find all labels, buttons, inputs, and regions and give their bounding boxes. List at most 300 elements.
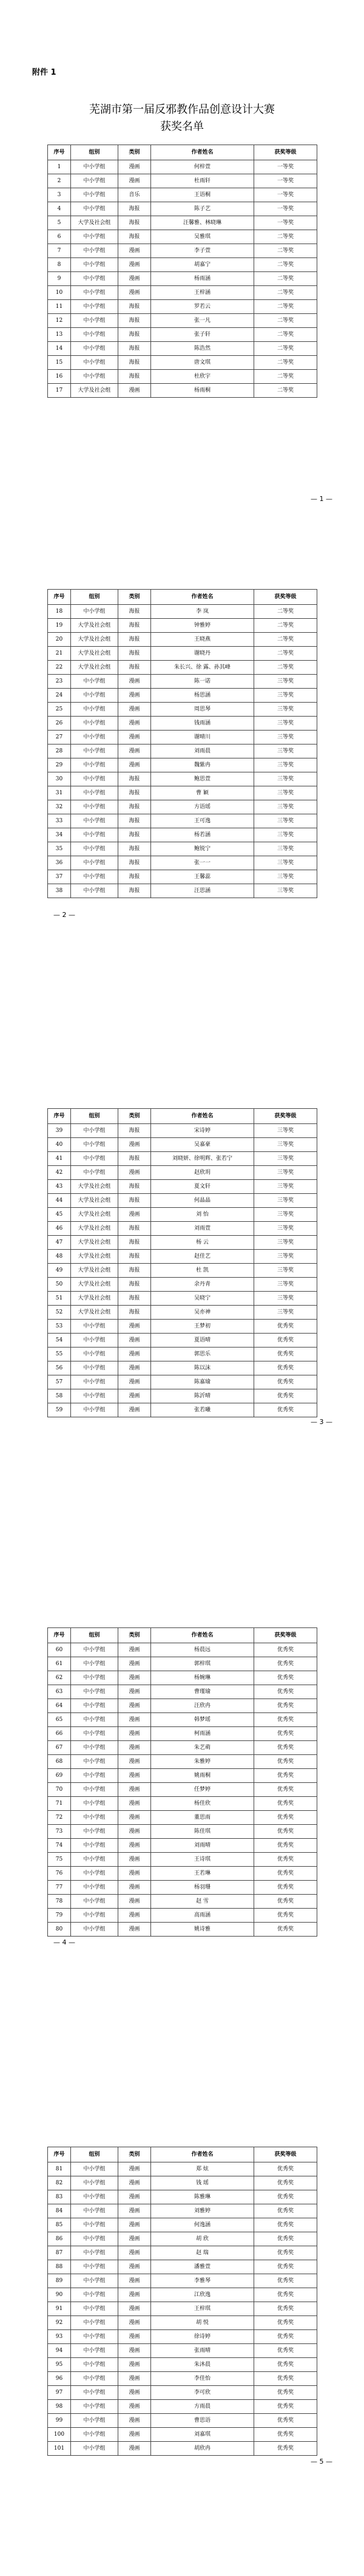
cell-no: 101	[48, 2442, 71, 2456]
cell-group: 中小学组	[71, 828, 118, 842]
cell-category: 漫画	[118, 675, 151, 689]
cell-author: 夏语晴	[151, 1334, 254, 1348]
cell-author: 刘 怡	[151, 1208, 254, 1222]
cell-award: 三等奖	[254, 1306, 317, 1320]
cell-no: 24	[48, 689, 71, 703]
cell-group: 中小学组	[71, 272, 118, 286]
cell-award: 三等奖	[254, 842, 317, 856]
cell-award: 优秀奖	[254, 1741, 317, 1755]
cell-group: 大学及社会组	[71, 1236, 118, 1250]
cell-group: 中小学组	[71, 758, 118, 772]
cell-category: 漫画	[118, 2190, 151, 2204]
cell-author: 李雅琴	[151, 2274, 254, 2288]
cell-award: 优秀奖	[254, 1755, 317, 1769]
cell-category: 漫画	[118, 2358, 151, 2372]
cell-group: 中小学组	[71, 1797, 118, 1811]
cell-award: 优秀奖	[254, 1320, 317, 1334]
cell-category: 漫画	[118, 2428, 151, 2442]
table-row	[48, 1236, 317, 1250]
cell-award: 三等奖	[254, 772, 317, 786]
cell-no: 39	[48, 1124, 71, 1138]
table-row	[48, 188, 317, 202]
cell-group: 大学及社会组	[71, 1222, 118, 1236]
cell-no: 84	[48, 2204, 71, 2218]
cell-category: 漫画	[118, 731, 151, 745]
cell-category: 海报	[118, 786, 151, 800]
cell-author: 张子轩	[151, 328, 254, 342]
cell-group: 中小学组	[71, 244, 118, 258]
cell-author: 柯雨涵	[151, 1727, 254, 1741]
cell-author: 李 岚	[151, 605, 254, 619]
cell-category: 漫画	[118, 2274, 151, 2288]
cell-no: 52	[48, 1306, 71, 1320]
cell-no: 53	[48, 1320, 71, 1334]
cell-no: 51	[48, 1292, 71, 1306]
cell-award: 优秀奖	[254, 1643, 317, 1657]
cell-category: 漫画	[118, 717, 151, 731]
cell-author: 张一凡	[151, 314, 254, 328]
cell-no: 95	[48, 2358, 71, 2372]
table-row	[48, 1361, 317, 1375]
table-row	[48, 1194, 317, 1208]
table-row	[48, 1292, 317, 1306]
cell-category: 漫画	[118, 1825, 151, 1839]
cell-group: 中小学组	[71, 675, 118, 689]
cell-no: 7	[48, 244, 71, 258]
column-header-author: 作者姓名	[151, 145, 254, 160]
cell-author: 胡 悦	[151, 2316, 254, 2330]
column-header-no: 序号	[48, 145, 71, 160]
cell-category: 漫画	[118, 2204, 151, 2218]
cell-no: 32	[48, 800, 71, 814]
cell-author: 刘晓妍、徐明辉、张若宁	[151, 1152, 254, 1166]
cell-no: 47	[48, 1236, 71, 1250]
cell-award: 优秀奖	[254, 2274, 317, 2288]
cell-award: 三等奖	[254, 689, 317, 703]
table-row	[48, 1334, 317, 1348]
cell-no: 14	[48, 342, 71, 356]
table-row	[48, 272, 317, 286]
cell-category: 海报	[118, 772, 151, 786]
cell-award: 优秀奖	[254, 1403, 317, 1417]
cell-category: 海报	[118, 202, 151, 216]
cell-award: 优秀奖	[254, 1769, 317, 1783]
cell-award: 优秀奖	[254, 2316, 317, 2330]
cell-award: 三等奖	[254, 703, 317, 717]
cell-award: 一等奖	[254, 160, 317, 174]
cell-award: 三等奖	[254, 1180, 317, 1194]
cell-no: 93	[48, 2330, 71, 2344]
table-row	[48, 370, 317, 384]
cell-group: 大学及社会组	[71, 1208, 118, 1222]
cell-category: 漫画	[118, 1334, 151, 1348]
cell-award: 三等奖	[254, 731, 317, 745]
cell-author: 郑 炫	[151, 2162, 254, 2176]
table-header-row	[48, 1109, 317, 1124]
winners-table	[47, 2147, 317, 2456]
column-header-group: 组别	[71, 145, 118, 160]
cell-author: 杨佳欣	[151, 1797, 254, 1811]
cell-no: 92	[48, 2316, 71, 2330]
cell-author: 宋诗婷	[151, 1124, 254, 1138]
cell-award: 优秀奖	[254, 1657, 317, 1671]
cell-no: 85	[48, 2218, 71, 2232]
cell-author: 王晓燕	[151, 633, 254, 647]
cell-author: 杨婉琳	[151, 1671, 254, 1685]
cell-award: 二等奖	[254, 370, 317, 384]
cell-group: 中小学组	[71, 1727, 118, 1741]
cell-group: 大学及社会组	[71, 1250, 118, 1264]
cell-no: 21	[48, 647, 71, 661]
cell-group: 大学及社会组	[71, 619, 118, 633]
document-subtitle: 获奖名单	[160, 120, 204, 133]
cell-group: 中小学组	[71, 2232, 118, 2246]
cell-category: 漫画	[118, 1853, 151, 1867]
table-row	[48, 745, 317, 758]
table-row	[48, 1895, 317, 1909]
cell-no: 2	[48, 174, 71, 188]
table-row	[48, 828, 317, 842]
cell-award: 二等奖	[254, 230, 317, 244]
cell-author: 朱雅婷	[151, 1755, 254, 1769]
cell-author: 汪欣冉	[151, 1699, 254, 1713]
cell-group: 中小学组	[71, 2176, 118, 2190]
cell-award: 三等奖	[254, 1194, 317, 1208]
cell-no: 77	[48, 1881, 71, 1895]
table-row	[48, 1152, 317, 1166]
cell-group: 中小学组	[71, 1755, 118, 1769]
table-row	[48, 1264, 317, 1278]
cell-award: 优秀奖	[254, 1348, 317, 1361]
table-row	[48, 647, 317, 661]
cell-award: 优秀奖	[254, 2386, 317, 2400]
cell-no: 31	[48, 786, 71, 800]
table-row	[48, 2428, 317, 2442]
cell-no: 82	[48, 2176, 71, 2190]
cell-group: 中小学组	[71, 1685, 118, 1699]
cell-category: 漫画	[118, 1755, 151, 1769]
cell-group: 中小学组	[71, 356, 118, 370]
cell-author: 杜 凯	[151, 1264, 254, 1278]
cell-award: 优秀奖	[254, 2162, 317, 2176]
winners-table	[47, 1627, 317, 1937]
cell-group: 中小学组	[71, 1334, 118, 1348]
column-header-category: 类别	[118, 2147, 151, 2162]
cell-no: 69	[48, 1769, 71, 1783]
cell-category: 海报	[118, 1250, 151, 1264]
cell-no: 57	[48, 1375, 71, 1389]
cell-category: 海报	[118, 647, 151, 661]
cell-category: 海报	[118, 828, 151, 842]
cell-group: 中小学组	[71, 2372, 118, 2386]
cell-award: 优秀奖	[254, 2204, 317, 2218]
cell-category: 漫画	[118, 2400, 151, 2414]
cell-author: 王诗琪	[151, 1853, 254, 1867]
table-row	[48, 1643, 317, 1657]
cell-award: 优秀奖	[254, 1389, 317, 1403]
table-row	[48, 1811, 317, 1825]
cell-award: 三等奖	[254, 1208, 317, 1222]
cell-author: 杨若涵	[151, 828, 254, 842]
cell-group: 中小学组	[71, 605, 118, 619]
cell-award: 优秀奖	[254, 1685, 317, 1699]
cell-group: 中小学组	[71, 2442, 118, 2456]
table-row	[48, 1657, 317, 1671]
table-row	[48, 356, 317, 370]
cell-group: 中小学组	[71, 689, 118, 703]
cell-author: 鲍思萱	[151, 772, 254, 786]
column-header-no: 序号	[48, 1109, 71, 1124]
cell-award: 一等奖	[254, 216, 317, 230]
table-row	[48, 870, 317, 884]
cell-author: 杨 云	[151, 1236, 254, 1250]
winners-table	[47, 145, 317, 398]
cell-no: 71	[48, 1797, 71, 1811]
cell-group: 中小学组	[71, 174, 118, 188]
cell-group: 大学及社会组	[71, 1180, 118, 1194]
cell-group: 中小学组	[71, 2330, 118, 2344]
cell-author: 朱长兴、徐 露、孙其峰	[151, 661, 254, 675]
table-row	[48, 717, 317, 731]
cell-no: 19	[48, 619, 71, 633]
cell-group: 中小学组	[71, 703, 118, 717]
cell-category: 海报	[118, 314, 151, 328]
cell-author: 刘雨萱	[151, 1222, 254, 1236]
cell-author: 杜雨轩	[151, 174, 254, 188]
cell-author: 高雨涵	[151, 1909, 254, 1923]
cell-author: 杨思涵	[151, 689, 254, 703]
table-row	[48, 1839, 317, 1853]
cell-group: 中小学组	[71, 2218, 118, 2232]
table-row	[48, 1783, 317, 1797]
table-row	[48, 675, 317, 689]
cell-category: 漫画	[118, 689, 151, 703]
table-row	[48, 786, 317, 800]
cell-no: 61	[48, 1657, 71, 1671]
cell-no: 79	[48, 1909, 71, 1923]
column-header-group: 组别	[71, 590, 118, 605]
cell-group: 中小学组	[71, 2162, 118, 2176]
cell-no: 49	[48, 1264, 71, 1278]
cell-no: 27	[48, 731, 71, 745]
table-row	[48, 2260, 317, 2274]
cell-award: 优秀奖	[254, 2246, 317, 2260]
table-row	[48, 342, 317, 356]
cell-award: 三等奖	[254, 800, 317, 814]
cell-award: 优秀奖	[254, 1923, 317, 1937]
cell-category: 漫画	[118, 2330, 151, 2344]
cell-no: 5	[48, 216, 71, 230]
cell-group: 中小学组	[71, 1713, 118, 1727]
cell-category: 漫画	[118, 1769, 151, 1783]
cell-award: 优秀奖	[254, 2442, 317, 2456]
cell-no: 59	[48, 1403, 71, 1417]
cell-no: 91	[48, 2302, 71, 2316]
table-row	[48, 1124, 317, 1138]
table-row	[48, 2358, 317, 2372]
cell-category: 漫画	[118, 1643, 151, 1657]
cell-award: 优秀奖	[254, 2344, 317, 2358]
cell-category: 漫画	[118, 1671, 151, 1685]
cell-category: 海报	[118, 1278, 151, 1292]
cell-group: 中小学组	[71, 342, 118, 356]
cell-group: 中小学组	[71, 2344, 118, 2358]
cell-no: 26	[48, 717, 71, 731]
cell-author: 徐诗婷	[151, 2330, 254, 2344]
cell-author: 曹思语	[151, 2414, 254, 2428]
cell-no: 87	[48, 2246, 71, 2260]
cell-category: 漫画	[118, 272, 151, 286]
cell-category: 漫画	[118, 1403, 151, 1417]
cell-category: 海报	[118, 1306, 151, 1320]
cell-no: 72	[48, 1811, 71, 1825]
cell-author: 董思雨	[151, 1811, 254, 1825]
table-row	[48, 2372, 317, 2386]
cell-no: 83	[48, 2190, 71, 2204]
cell-award: 优秀奖	[254, 2190, 317, 2204]
annex-label: 附件 1	[32, 68, 56, 77]
table-row	[48, 731, 317, 745]
cell-award: 优秀奖	[254, 2414, 317, 2428]
table-row	[48, 689, 317, 703]
cell-group: 中小学组	[71, 2204, 118, 2218]
cell-author: 张一一	[151, 856, 254, 870]
cell-author: 何梓萱	[151, 160, 254, 174]
cell-no: 10	[48, 286, 71, 300]
cell-award: 三等奖	[254, 884, 317, 898]
table-row	[48, 1755, 317, 1769]
cell-category: 海报	[118, 1292, 151, 1306]
table-row	[48, 2274, 317, 2288]
column-header-award: 获奖等级	[254, 2147, 317, 2162]
cell-no: 22	[48, 661, 71, 675]
cell-author: 李佳怡	[151, 2372, 254, 2386]
cell-no: 1	[48, 160, 71, 174]
cell-author: 余丹青	[151, 1278, 254, 1292]
table-row	[48, 772, 317, 786]
cell-category: 海报	[118, 216, 151, 230]
table-row	[48, 814, 317, 828]
cell-no: 8	[48, 258, 71, 272]
cell-group: 中小学组	[71, 2288, 118, 2302]
cell-category: 漫画	[118, 1797, 151, 1811]
table-row	[48, 2330, 317, 2344]
column-header-award: 获奖等级	[254, 1628, 317, 1643]
table-row	[48, 884, 317, 898]
cell-category: 漫画	[118, 174, 151, 188]
cell-category: 漫画	[118, 1699, 151, 1713]
cell-award: 三等奖	[254, 1250, 317, 1264]
cell-group: 中小学组	[71, 1853, 118, 1867]
cell-no: 86	[48, 2232, 71, 2246]
cell-no: 78	[48, 1895, 71, 1909]
table-row	[48, 1222, 317, 1236]
cell-group: 中小学组	[71, 230, 118, 244]
cell-author: 韩梦瑶	[151, 1713, 254, 1727]
cell-no: 18	[48, 605, 71, 619]
table-row	[48, 2204, 317, 2218]
cell-award: 二等奖	[254, 286, 317, 300]
cell-award: 二等奖	[254, 384, 317, 398]
cell-author: 曹 颖	[151, 786, 254, 800]
table-row	[48, 1741, 317, 1755]
cell-no: 43	[48, 1180, 71, 1194]
cell-category: 漫画	[118, 1867, 151, 1881]
cell-no: 62	[48, 1671, 71, 1685]
cell-no: 38	[48, 884, 71, 898]
cell-award: 三等奖	[254, 1236, 317, 1250]
cell-category: 漫画	[118, 1361, 151, 1375]
cell-author: 刘雅婷	[151, 2204, 254, 2218]
cell-author: 王可逸	[151, 814, 254, 828]
cell-no: 29	[48, 758, 71, 772]
cell-group: 中小学组	[71, 1152, 118, 1166]
column-header-no: 序号	[48, 2147, 71, 2162]
cell-no: 54	[48, 1334, 71, 1348]
cell-category: 漫画	[118, 2176, 151, 2190]
cell-award: 优秀奖	[254, 2302, 317, 2316]
column-header-group: 组别	[71, 2147, 118, 2162]
cell-no: 44	[48, 1194, 71, 1208]
cell-category: 漫画	[118, 160, 151, 174]
cell-award: 三等奖	[254, 1138, 317, 1152]
cell-author: 姚诗雅	[151, 1923, 254, 1937]
table-row	[48, 1685, 317, 1699]
cell-award: 优秀奖	[254, 2260, 317, 2274]
table-row	[48, 619, 317, 633]
cell-no: 40	[48, 1138, 71, 1152]
cell-category: 海报	[118, 300, 151, 314]
table-row	[48, 384, 317, 398]
cell-award: 二等奖	[254, 647, 317, 661]
cell-no: 12	[48, 314, 71, 328]
cell-author: 王语桐	[151, 188, 254, 202]
table-row	[48, 2218, 317, 2232]
cell-author: 陈以沫	[151, 1361, 254, 1375]
cell-author: 吴嘉豪	[151, 1138, 254, 1152]
cell-author: 张若曦	[151, 1403, 254, 1417]
table-row	[48, 1909, 317, 1923]
cell-category: 海报	[118, 230, 151, 244]
cell-author: 钱雨涵	[151, 717, 254, 731]
cell-group: 中小学组	[71, 1320, 118, 1334]
cell-award: 优秀奖	[254, 1797, 317, 1811]
table-row	[48, 1306, 317, 1320]
cell-category: 海报	[118, 842, 151, 856]
cell-award: 优秀奖	[254, 1334, 317, 1348]
cell-category: 漫画	[118, 2288, 151, 2302]
table-row	[48, 258, 317, 272]
cell-author: 陈子艺	[151, 202, 254, 216]
cell-group: 中小学组	[71, 1811, 118, 1825]
table-row	[48, 1208, 317, 1222]
table-row	[48, 2288, 317, 2302]
cell-group: 中小学组	[71, 1699, 118, 1713]
cell-category: 漫画	[118, 1881, 151, 1895]
cell-award: 三等奖	[254, 1292, 317, 1306]
cell-no: 94	[48, 2344, 71, 2358]
cell-group: 中小学组	[71, 1124, 118, 1138]
cell-group: 大学及社会组	[71, 633, 118, 647]
cell-category: 漫画	[118, 1389, 151, 1403]
cell-no: 4	[48, 202, 71, 216]
column-header-group: 组别	[71, 1109, 118, 1124]
cell-award: 二等奖	[254, 328, 317, 342]
cell-group: 中小学组	[71, 2190, 118, 2204]
cell-award: 一等奖	[254, 202, 317, 216]
cell-no: 58	[48, 1389, 71, 1403]
page-number: — 4 —	[53, 1938, 75, 1946]
